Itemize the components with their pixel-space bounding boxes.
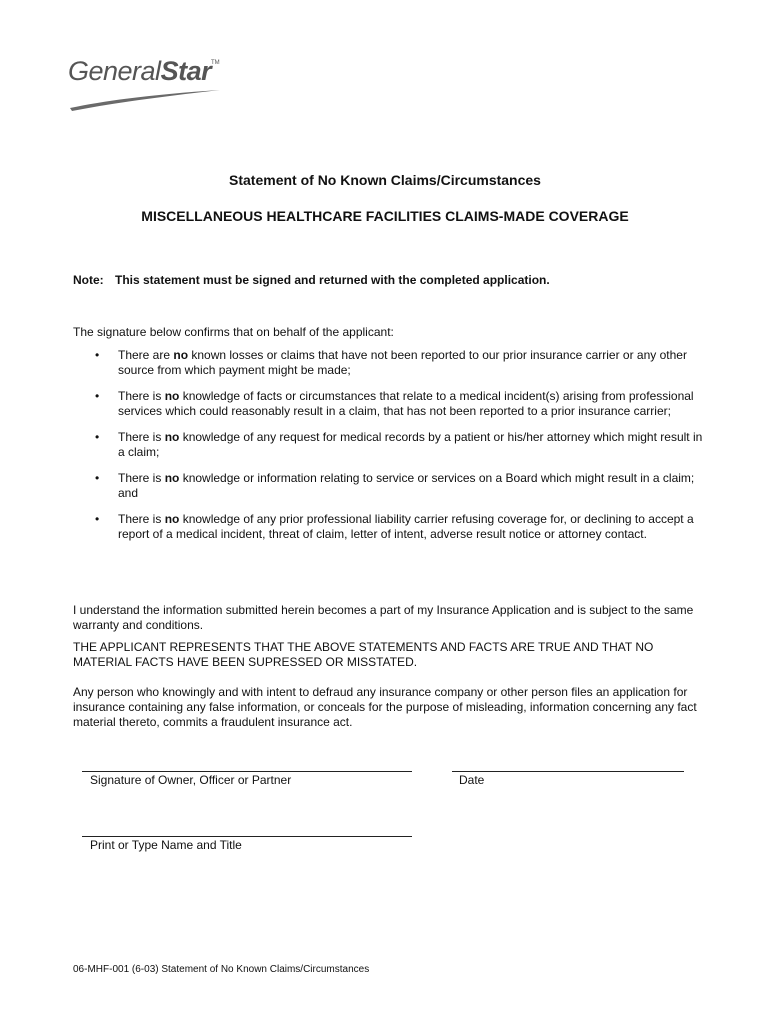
bullet-list — [73, 348, 703, 541]
logo-swoosh-icon — [68, 86, 228, 112]
name-title-label: Print or Type Name and Title — [90, 838, 242, 852]
bullet-dot: • — [95, 430, 100, 444]
list-item: • There is no knowledge of facts or circumstances that relate to a medical incident(s) arising from professional services which could reasonably result in a claim, that has not been reported to a prior insurance carrier; — [95, 389, 694, 418]
representation-paragraph: THE APPLICANT REPRESENTS THAT THE ABOVE STATEMENTS AND FACTS ARE TRUE AND THAT NO MATERIAL FACTS HAVE BEEN SUPRESSED OR MISSTATED. — [73, 640, 654, 669]
document-subtitle: MISCELLANEOUS HEALTHCARE FACILITIES CLAIMS-MADE COVERAGE — [141, 208, 629, 224]
intro-text: The signature below confirms that on behalf of the applicant: — [73, 325, 394, 339]
list-item: • There is no knowledge of any request for medical records by a patient or his/her attorney which might result in a claim; — [95, 430, 703, 459]
signature-label: Signature of Owner, Officer or Partner — [90, 773, 292, 787]
document-title: Statement of No Known Claims/Circumstances — [229, 172, 541, 188]
logo-wordmark: GeneralStar — [68, 56, 212, 86]
bullet-dot: • — [95, 512, 100, 526]
date-label: Date — [459, 773, 485, 787]
fraud-warning-paragraph: Any person who knowingly and with intent to defraud any insurance company or other person files an application for insurance containing any false information, or conceals for the purpose of misleading, information concerning any fact material thereto, commits a fraudulent insurance act. — [73, 685, 697, 729]
bullet-dot: • — [95, 348, 100, 362]
list-item: • There is no knowledge of any prior professional liability carrier refusing coverage for, or declining to accept a report of a medical incident, threat of claim, letter of intent, adverse result notice or attorney contact. — [95, 512, 694, 541]
date-line[interactable] — [452, 771, 684, 772]
understanding-paragraph: I understand the information submitted herein becomes a part of my Insurance Application and is subject to the same warranty and conditions. — [73, 603, 694, 632]
logo-trademark: TM — [211, 60, 220, 66]
generalstar-logo — [68, 56, 228, 116]
form-footer: 06-MHF-001 (6-03) Statement of No Known Claims/Circumstances — [73, 964, 370, 975]
name-title-line[interactable] — [82, 836, 412, 837]
note-text: This statement must be signed and returned with the completed application. — [115, 273, 550, 287]
list-item: • There are no known losses or claims that have not been reported to our prior insurance carrier or any other source from which payment might be made; — [95, 348, 687, 377]
bullet-dot: • — [95, 389, 100, 403]
bullet-dot: • — [95, 471, 100, 485]
note-label: Note: — [73, 273, 104, 287]
signature-line[interactable] — [82, 771, 412, 772]
note-line — [73, 273, 550, 287]
list-item: • There is no knowledge or information relating to service or services on a Board which might result in a claim; and — [95, 471, 695, 500]
